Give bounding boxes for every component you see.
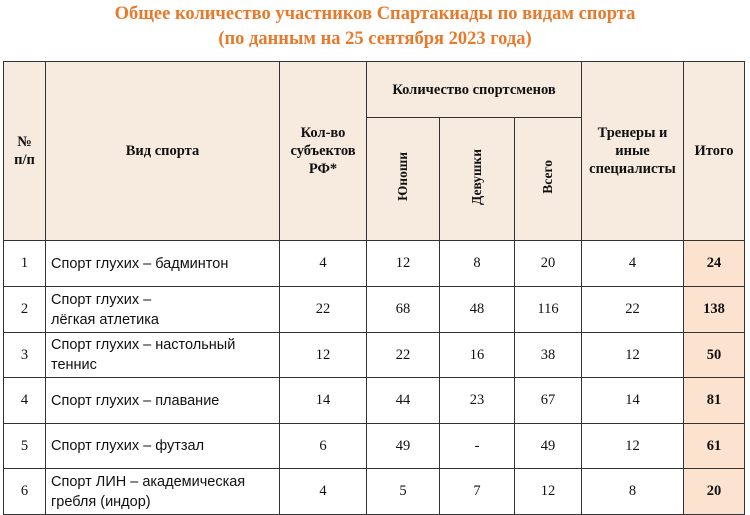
cell-sport: Спорт глухих – бадминтон xyxy=(46,241,280,287)
header-sport: Вид спорта xyxy=(46,62,280,241)
cell-total: 61 xyxy=(684,424,745,469)
cell-girls: 48 xyxy=(440,287,515,333)
page-title xyxy=(0,2,750,52)
cell-all: 38 xyxy=(515,333,582,378)
cell-number: 1 xyxy=(4,241,46,287)
header-all: Всего xyxy=(515,118,582,241)
participants-table xyxy=(3,61,745,515)
cell-total: 50 xyxy=(684,333,745,378)
header-subjects: Кол-во субъектов РФ* xyxy=(280,62,367,241)
cell-sport: Спорт глухих – футзал xyxy=(46,424,280,469)
cell-coaches: 14 xyxy=(582,378,684,424)
title-line-2: (по данным на 25 сентября 2023 года) xyxy=(218,29,532,49)
cell-number: 6 xyxy=(4,469,46,515)
cell-all: 20 xyxy=(515,241,582,287)
cell-all: 12 xyxy=(515,469,582,515)
cell-number: 4 xyxy=(4,378,46,424)
cell-total: 20 xyxy=(684,469,745,515)
cell-sport: Спорт ЛИН – академическая гребля (индор) xyxy=(46,469,280,515)
cell-sport: Спорт глухих – лёгкая атлетика xyxy=(46,287,280,333)
cell-girls: 7 xyxy=(440,469,515,515)
cell-boys: 44 xyxy=(367,378,440,424)
table-row xyxy=(4,424,745,469)
cell-coaches: 4 xyxy=(582,241,684,287)
cell-sport: Спорт глухих – плавание xyxy=(46,378,280,424)
cell-boys: 49 xyxy=(367,424,440,469)
cell-girls: - xyxy=(440,424,515,469)
cell-sport: Спорт глухих – настольный теннис xyxy=(46,333,280,378)
table-row xyxy=(4,241,745,287)
cell-all: 49 xyxy=(515,424,582,469)
cell-all: 116 xyxy=(515,287,582,333)
cell-total: 81 xyxy=(684,378,745,424)
header-boys: Юноши xyxy=(367,118,440,241)
title-line-1: Общее количество участников Спартакиады по видам спорта xyxy=(114,4,636,24)
cell-total: 138 xyxy=(684,287,745,333)
table-row xyxy=(4,333,745,378)
header-girls: Девушки xyxy=(440,118,515,241)
cell-boys: 12 xyxy=(367,241,440,287)
cell-number: 2 xyxy=(4,287,46,333)
table-row xyxy=(4,378,745,424)
cell-coaches: 8 xyxy=(582,469,684,515)
table-row xyxy=(4,469,745,515)
cell-subjects: 6 xyxy=(280,424,367,469)
header-athletes: Количество спортсменов xyxy=(367,62,582,118)
cell-all: 67 xyxy=(515,378,582,424)
cell-number: 5 xyxy=(4,424,46,469)
cell-girls: 23 xyxy=(440,378,515,424)
header-coaches: Тренеры и иные специалисты xyxy=(582,62,684,241)
cell-subjects: 14 xyxy=(280,378,367,424)
cell-coaches: 12 xyxy=(582,424,684,469)
cell-subjects: 22 xyxy=(280,287,367,333)
cell-subjects: 12 xyxy=(280,333,367,378)
cell-number: 3 xyxy=(4,333,46,378)
cell-total: 24 xyxy=(684,241,745,287)
header-total: Итого xyxy=(684,62,745,241)
cell-boys: 22 xyxy=(367,333,440,378)
cell-subjects: 4 xyxy=(280,469,367,515)
cell-coaches: 12 xyxy=(582,333,684,378)
header-number: № п/п xyxy=(4,62,46,241)
table-row xyxy=(4,287,745,333)
cell-boys: 5 xyxy=(367,469,440,515)
cell-subjects: 4 xyxy=(280,241,367,287)
cell-girls: 8 xyxy=(440,241,515,287)
cell-boys: 68 xyxy=(367,287,440,333)
cell-girls: 16 xyxy=(440,333,515,378)
cell-coaches: 22 xyxy=(582,287,684,333)
